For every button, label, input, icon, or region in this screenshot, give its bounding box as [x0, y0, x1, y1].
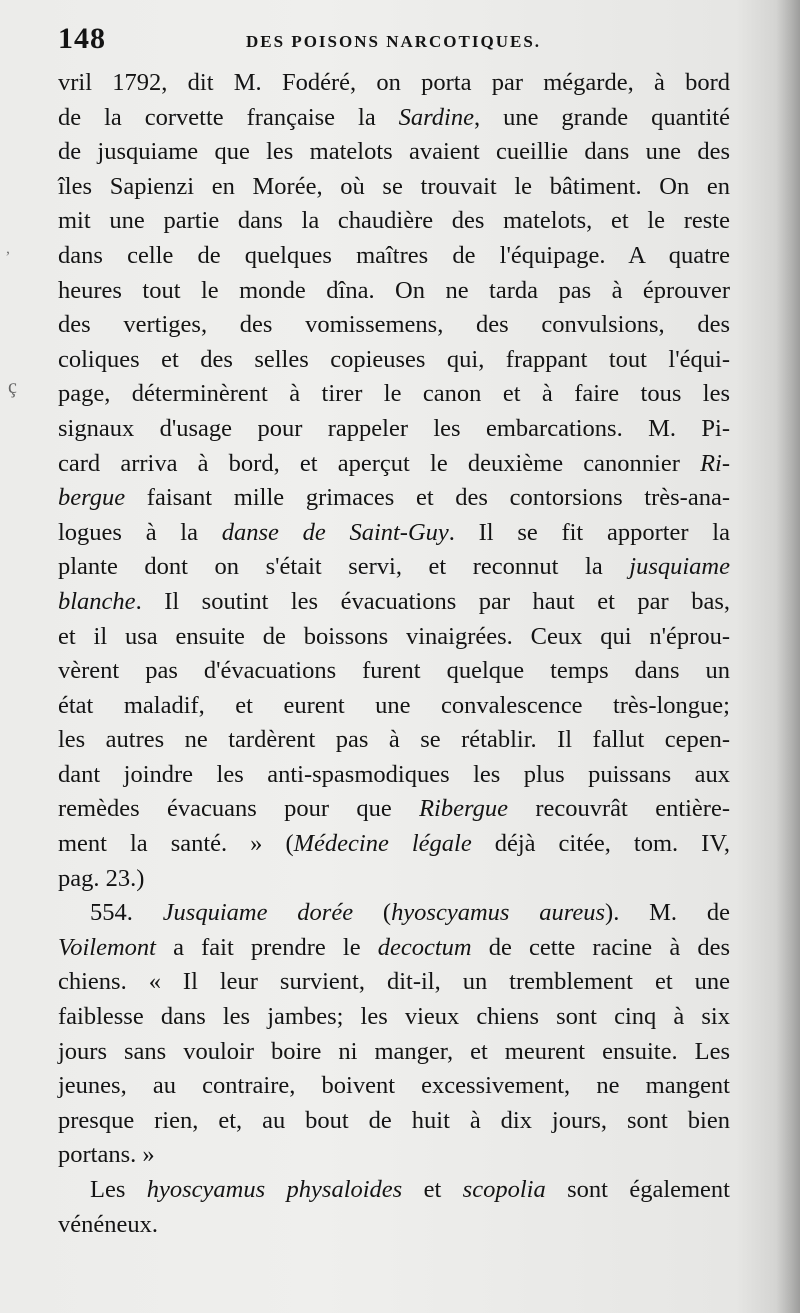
text-line: presque rien, et, au bout de huit à dix jours, sont bien	[58, 1106, 730, 1134]
text-line: jeunes, au contraire, boivent excessivement, ne mangent	[58, 1072, 730, 1100]
text-line: page, déterminèrent à tirer le canon et à faire tous les	[58, 380, 730, 408]
italic-text: Sardine	[398, 103, 474, 131]
italic-text: scopolia	[462, 1176, 546, 1203]
text-line: îles Sapienzi en Morée, où se trouvait le bâtiment. On en	[58, 172, 730, 200]
text-line: vèrent pas d'évacuations furent quelque temps dans un	[58, 657, 730, 685]
italic-text: blanche	[58, 587, 136, 615]
text-line: mit une partie dans la chaudière des matelots, et le reste	[58, 207, 730, 235]
text-line: dant joindre les anti-spasmodiques les plus puissans aux	[58, 760, 730, 788]
italic-text: bergue	[58, 484, 126, 512]
text-line: Les hyoscyamus physaloides et scopolia sont également	[90, 1176, 730, 1203]
page-number: 148	[58, 22, 106, 55]
italic-text: jusquiame	[629, 553, 730, 581]
text-line: pag. 23.)	[58, 864, 145, 892]
italic-text: Ri-	[700, 449, 730, 477]
text-line: logues à la danse de Saint-Guy. Il se fit apporter la	[58, 518, 730, 546]
text-line: Voilemont a fait prendre le decoctum de cette racine à des	[58, 933, 730, 961]
text-line: signaux d'usage pour rappeler les embarcations. M. Pi-	[58, 414, 730, 442]
margin-mark: ,	[6, 240, 10, 257]
text-line: et il usa ensuite de boissons vinaigrées. Ceux qui n'éprou-	[58, 622, 730, 650]
italic-text: danse de Saint-Guy	[221, 518, 449, 546]
text-line: 554. Jusquiame dorée (hyoscyamus aureus). M. de	[90, 899, 730, 927]
italic-text: Voilemont	[58, 933, 156, 961]
italic-text: hyoscyamus physaloides	[146, 1176, 403, 1203]
text-line: vril 1792, dit M. Fodéré, on porta par mégarde, à bord	[58, 69, 730, 96]
text-line: blanche. Il soutint les évacuations par haut et par bas,	[58, 587, 730, 615]
page-edge-shadow	[776, 0, 800, 1313]
text-line: état maladif, et eurent une convalescence très-longue;	[58, 691, 730, 719]
text-line: remèdes évacuans pour que Ribergue recouvrât entière-	[58, 795, 730, 823]
text-line: vénéneux.	[58, 1210, 158, 1238]
page-header	[58, 22, 738, 62]
italic-text: Médecine légale	[293, 830, 472, 858]
text-line: ment la santé. » (Médecine légale déjà citée, tom. IV,	[58, 830, 730, 858]
text-line: chiens. « Il leur survient, dit-il, un tremblement et une	[58, 968, 730, 996]
body-text	[58, 66, 730, 1242]
text-line: jours sans vouloir boire ni manger, et meurent ensuite. Les	[58, 1037, 730, 1065]
running-head: DES POISONS NARCOTIQUES.	[246, 32, 542, 51]
text-line: portans. »	[58, 1141, 155, 1169]
italic-text: hyoscyamus aureus	[391, 899, 606, 927]
margin-mark: ç	[8, 376, 17, 398]
text-line: des vertiges, des vomissemens, des convulsions, des	[58, 311, 730, 339]
text-line: dans celle de quelques maîtres de l'équipage. A quatre	[58, 241, 730, 269]
text-line: de jusquiame que les matelots avaient cueillie dans une des	[58, 138, 730, 166]
text-line: de la corvette française la Sardine, une grande quantité	[58, 103, 730, 131]
italic-text: decoctum	[377, 933, 472, 961]
text-line: les autres ne tardèrent pas à se rétablir. Il fallut cepen-	[58, 726, 730, 754]
text-line: heures tout le monde dîna. On ne tarda pas à éprouver	[58, 276, 730, 304]
italic-text: Ribergue	[419, 795, 508, 823]
text-line: coliques et des selles copieuses qui, frappant tout l'équi-	[58, 345, 730, 373]
text-line: faiblesse dans les jambes; les vieux chiens sont cinq à six	[58, 1003, 730, 1031]
text-line: bergue faisant mille grimaces et des contorsions très-ana-	[58, 484, 730, 512]
italic-text: Jusquiame dorée	[162, 899, 354, 927]
text-line: card arriva à bord, et aperçut le deuxième canonnier Ri-	[58, 449, 730, 477]
text-line: plante dont on s'était servi, et reconnut la jusquiame	[58, 553, 730, 581]
